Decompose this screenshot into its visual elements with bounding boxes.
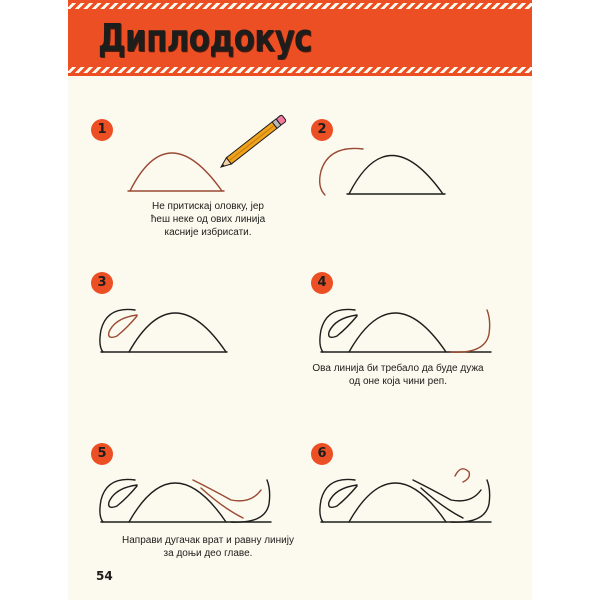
step-6-neck-line-lower — [421, 488, 463, 518]
step-2-body-arc — [349, 156, 443, 195]
step-3-guide-curve — [109, 315, 137, 337]
step-2-guide-curve — [320, 148, 363, 195]
banner-stripes-bottom — [68, 67, 532, 73]
step-4-badge: 4 — [311, 272, 333, 294]
step-4-note-line-1: Ова линија би требало да буде дужа — [312, 363, 484, 374]
step-5-note-line-1: Направи дугачак врат и равну линију — [122, 535, 294, 546]
page — [68, 0, 532, 600]
step-5-inner-curve — [109, 485, 137, 507]
step-1-note-line-2: ћеш неке од ових линија — [150, 214, 266, 225]
step-1-drawing — [118, 105, 298, 200]
step-1-note-line-1: Не притискај оловку, јер — [152, 201, 264, 212]
step-1-note-line-3: касније избрисати. — [164, 227, 252, 238]
step-5-note-line-2: за доњи део главе. — [163, 548, 253, 559]
step-5-drawing — [93, 460, 278, 530]
step-6-badge: 6 — [311, 443, 333, 465]
pencil-icon — [219, 115, 287, 171]
step-1-note — [108, 200, 308, 239]
page-number: 54 — [96, 569, 113, 583]
step-4-drawing — [313, 290, 498, 360]
step-2-drawing — [313, 135, 463, 205]
page-title: Диплодокус — [98, 16, 312, 60]
step-4-inner-curve — [329, 315, 357, 337]
step-1-badge: 1 — [91, 119, 113, 141]
step-5-note — [108, 534, 308, 560]
title-banner — [68, 0, 532, 76]
step-5-badge: 5 — [91, 443, 113, 465]
step-3-badge: 3 — [91, 272, 113, 294]
step-2-badge: 2 — [311, 119, 333, 141]
step-4-note — [298, 362, 498, 388]
step-3-body-arc — [129, 313, 226, 352]
step-3-drawing — [93, 290, 243, 360]
step-1-body-arc — [130, 153, 222, 191]
step-4-body-arc — [349, 313, 446, 352]
step-6-head-guide — [455, 469, 469, 482]
step-5-neck-guide-lower — [201, 488, 243, 518]
step-6-inner-curve — [329, 485, 357, 507]
banner-stripes-top — [68, 3, 532, 9]
step-4-guide-curve — [451, 310, 490, 352]
step-4-note-line-2: од оне која чини реп. — [349, 376, 447, 387]
step-6-drawing — [313, 460, 498, 530]
